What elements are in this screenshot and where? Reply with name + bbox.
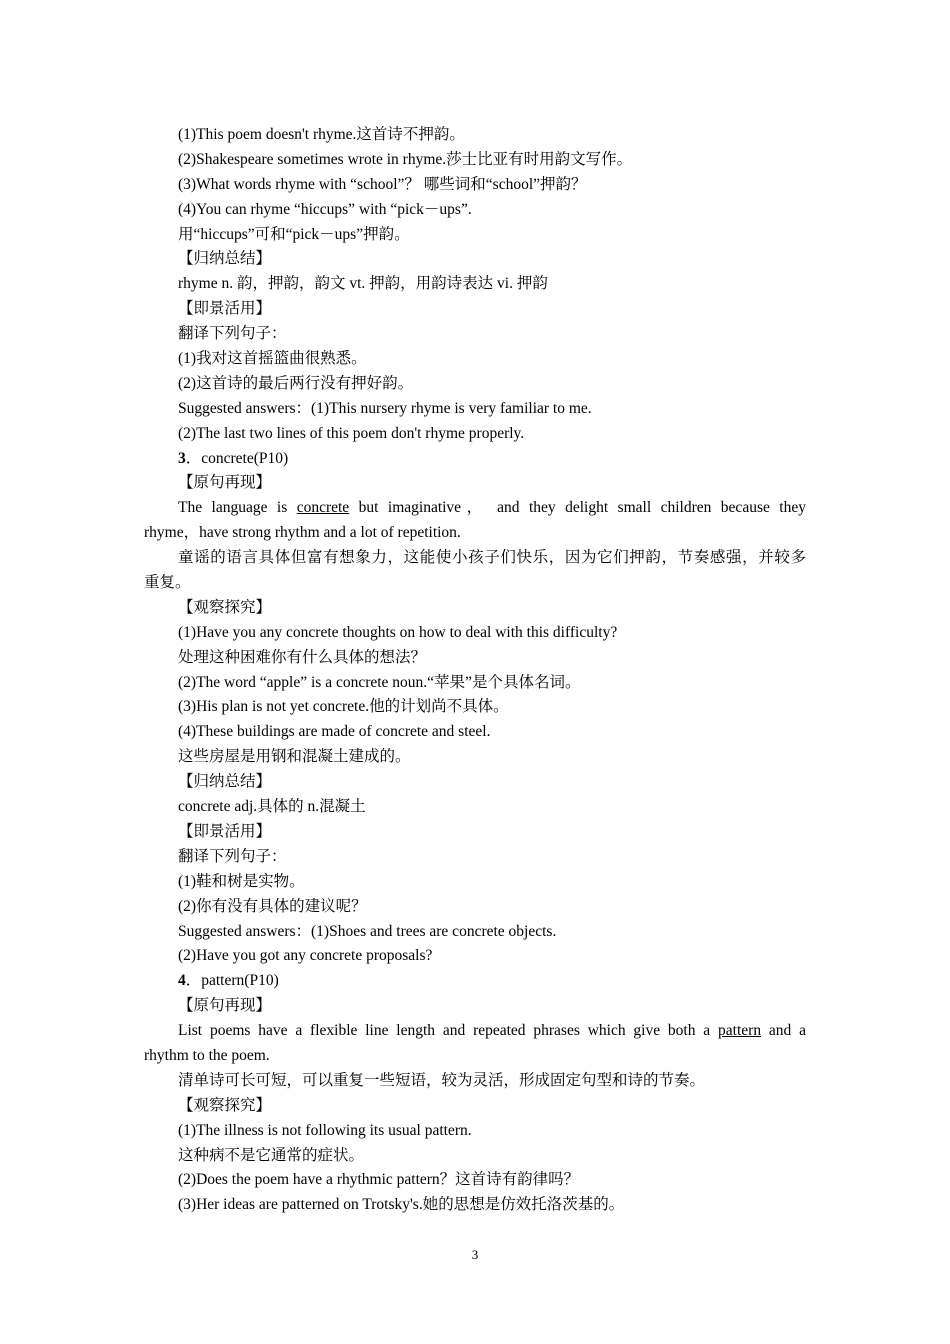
text-span: but imaginative， and they delight small children because they — [349, 499, 806, 517]
text-line: 翻译下列句子： — [178, 847, 287, 865]
text-line: (1)我对这首摇篮曲很熟悉。 — [178, 350, 367, 368]
text-line: 翻译下列句子： — [178, 325, 287, 343]
section-heading-3 — [144, 447, 806, 472]
paragraph-line: rhyme，have strong rhythm and a lot of repetition. — [144, 524, 461, 542]
section-title: ．concrete(P10) — [185, 449, 289, 467]
paragraph-line: 重复。 — [144, 574, 191, 592]
text-line: (4)You can rhyme “hiccups” with “pick－ups”. — [178, 200, 472, 218]
text-line: (2)Have you got any concrete proposals? — [178, 947, 433, 965]
text-line: 用“hiccups”可和“pick－ups”押韵。 — [178, 225, 410, 243]
section-title: ．pattern(P10) — [185, 972, 279, 990]
page-number: 3 — [471, 1247, 479, 1262]
section-number: 3 — [178, 449, 186, 467]
text-span: The language is — [178, 499, 297, 517]
text-line: (3)Her ideas are patterned on Trotsky's.她的思想是仿效托洛茨基的。 — [178, 1196, 625, 1214]
text-line: (3)What words rhyme with “school”？ 哪些词和“school”押韵？ — [178, 175, 587, 193]
text-line: Suggested answers：(1)This nursery rhyme is very familiar to me. — [178, 399, 592, 417]
text-line: (2)你有没有具体的建议呢？ — [178, 897, 367, 915]
text-line: (1)鞋和树是实物。 — [178, 872, 305, 890]
document-body — [144, 123, 806, 1218]
section-tag: 【观察探究】 — [178, 1096, 272, 1114]
section-tag: 【即景活用】 — [178, 822, 272, 840]
section-tag: 【即景活用】 — [178, 300, 272, 318]
text-line: (2)Shakespeare sometimes wrote in rhyme.莎士比亚有时用韵文写作。 — [178, 150, 633, 168]
section-tag: 【归纳总结】 — [178, 250, 272, 268]
text-line: Suggested answers：(1)Shoes and trees are concrete objects. — [178, 922, 557, 940]
text-line: (1)The illness is not following its usual pattern. — [178, 1121, 472, 1139]
section-tag: 【原句再现】 — [178, 474, 272, 492]
section-heading-4 — [144, 969, 806, 994]
paragraph-line — [144, 496, 806, 521]
original-sentence-zh — [144, 546, 806, 596]
paragraph-line — [144, 1019, 806, 1044]
original-sentence-en — [144, 496, 806, 546]
text-line: (2)Does the poem have a rhythmic pattern？这首诗有韵律吗？ — [178, 1171, 580, 1189]
text-line: (2)这首诗的最后两行没有押好韵。 — [178, 374, 414, 392]
text-line: (3)His plan is not yet concrete.他的计划尚不具体。 — [178, 698, 509, 716]
section-tag: 【归纳总结】 — [178, 773, 272, 791]
key-word: concrete — [296, 499, 350, 517]
text-line: rhyme n. 韵，押韵，韵文 vt. 押韵，用韵诗表达 vi. 押韵 — [178, 275, 548, 293]
text-line: (1)This poem doesn't rhyme.这首诗不押韵。 — [178, 126, 465, 143]
text-line: 这些房屋是用钢和混凝土建成的。 — [178, 748, 411, 766]
text-line: 这种病不是它通常的症状。 — [178, 1146, 365, 1164]
text-line: (4)These buildings are made of concrete and steel. — [178, 723, 491, 741]
text-line: 处理这种困难你有什么具体的想法？ — [178, 648, 427, 666]
text-span: List poems have a flexible line length and repeated phrases which give both a — [178, 1022, 719, 1040]
paragraph-line: rhythm to the poem. — [144, 1046, 270, 1064]
original-sentence-zh: 清单诗可长可短，可以重复一些短语，较为灵活，形成固定句型和诗的节奏。 — [178, 1071, 706, 1089]
paragraph-line: 童谣的语言具体但富有想象力，这能使小孩子们快乐，因为它们押韵，节奏感强，并较多 — [178, 549, 806, 567]
text-span: and a — [761, 1022, 806, 1040]
section-tag: 【原句再现】 — [178, 997, 272, 1015]
section-tag: 【观察探究】 — [178, 598, 272, 616]
text-line: (1)Have you any concrete thoughts on how to deal with this difficulty? — [178, 623, 618, 641]
text-line: (2)The last two lines of this poem don't rhyme properly. — [178, 424, 525, 442]
original-sentence-en — [144, 1019, 806, 1069]
section-number: 4 — [178, 972, 186, 990]
text-line: (2)The word “apple” is a concrete noun.“苹果”是个具体名词。 — [178, 673, 581, 691]
key-word: pattern — [718, 1022, 762, 1040]
text-line: concrete adj.具体的 n.混凝土 — [178, 798, 366, 816]
